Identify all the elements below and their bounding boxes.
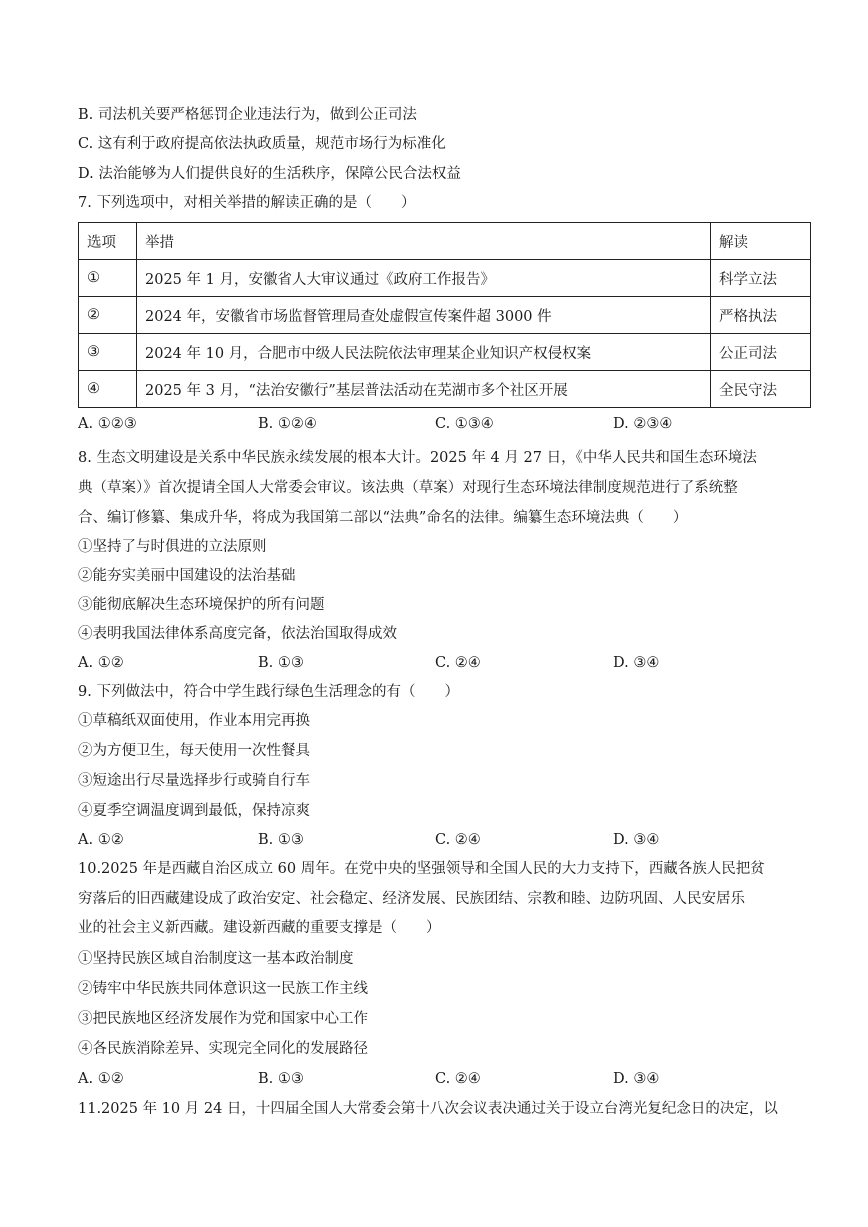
q10-item-2: ②铸牢中华民族共同体意识这一民族工作主线: [78, 981, 368, 997]
table-row: [79, 297, 811, 334]
q7-option-c: C. ①③④: [435, 416, 494, 432]
q10-options: [78, 1068, 778, 1090]
q10-stem-line-2: 穷落后的旧西藏建设成了政治安定、社会稳定、经济发展、民族团结、宗教和睦、边防巩固、人民安居乐: [78, 891, 745, 907]
q9-options: [78, 829, 778, 851]
table-row: [79, 260, 811, 297]
q9-option-a: A. ①②: [78, 832, 124, 848]
table-cell-measure: 2024 年 10 月，合肥市中级人民法院依法审理某企业知识产权侵权案: [137, 334, 711, 371]
q8-item-2: ②能夯实美丽中国建设的法治基础: [78, 568, 296, 584]
table-cell-number: ③: [79, 334, 137, 371]
q6-option-d: D. 法治能够为人们提供良好的生活秩序，保障公民合法权益: [78, 166, 461, 182]
q8-options: [78, 652, 778, 674]
q9-option-d: D. ③④: [613, 832, 660, 848]
q7-options: [78, 413, 778, 435]
q9-stem: 9. 下列做法中，符合中学生践行绿色生活理念的有（ ）: [78, 684, 459, 700]
q7-header-option: 选项: [79, 223, 137, 260]
q10-option-c: C. ②④: [435, 1071, 481, 1087]
table-row: [79, 334, 811, 371]
q7-header-measure: 举措: [137, 223, 711, 260]
table-cell-interpretation: 全民守法: [711, 371, 811, 408]
q10-item-4: ④各民族消除差异、实现完全同化的发展路径: [78, 1041, 368, 1057]
q9-item-4: ④夏季空调温度调到最低，保持凉爽: [78, 803, 310, 819]
q9-option-b: B. ①③: [258, 832, 304, 848]
q7-table: [78, 222, 811, 408]
table-cell-measure: 2024 年，安徽省市场监督管理局查处虚假宣传案件超 3000 件: [137, 297, 711, 334]
q8-stem-line-1: 8. 生态文明建设是关系中华民族永续发展的根本大计。2025 年 4 月 27 日，《中华人民共和国生态环境法: [78, 450, 757, 466]
table-cell-number: ④: [79, 371, 137, 408]
q9-item-3: ③短途出行尽量选择步行或骑自行车: [78, 773, 310, 789]
q6-option-b: B. 司法机关要严格惩罚企业违法行为，做到公正司法: [78, 107, 417, 123]
q10-option-b: B. ①③: [258, 1071, 304, 1087]
q7-option-b: B. ①②④: [258, 416, 317, 432]
q7-option-a: A. ①②③: [78, 416, 137, 432]
q10-option-d: D. ③④: [613, 1071, 660, 1087]
q10-item-1: ①坚持民族区域自治制度这一基本政治制度: [78, 951, 354, 967]
q8-option-a: A. ①②: [78, 655, 124, 671]
q8-item-4: ④表明我国法律体系高度完备，依法治国取得成效: [78, 626, 397, 642]
table-cell-measure: 2025 年 1 月，安徽省人大审议通过《政府工作报告》: [137, 260, 711, 297]
table-cell-interpretation: 严格执法: [711, 297, 811, 334]
q10-option-a: A. ①②: [78, 1071, 124, 1087]
table-row: [79, 371, 811, 408]
q11-stem-line-1: 11.2025 年 10 月 24 日，十四届全国人大常委会第十八次会议表决通过关于设立台湾光复纪念日的决定，以: [78, 1101, 778, 1117]
q10-stem-line-1: 10.2025 年是西藏自治区成立 60 周年。在党中央的坚强领导和全国人民的大力支持下，西藏各族人民把贫: [78, 861, 765, 877]
q6-option-c: C. 这有利于政府提高依法执政质量，规范市场行为标准化: [78, 136, 446, 152]
q8-option-d: D. ③④: [613, 655, 660, 671]
table-cell-interpretation: 科学立法: [711, 260, 811, 297]
q9-option-c: C. ②④: [435, 832, 481, 848]
q7-option-d: D. ②③④: [613, 416, 673, 432]
q8-option-c: C. ②④: [435, 655, 481, 671]
q9-item-1: ①草稿纸双面使用，作业本用完再换: [78, 713, 310, 729]
q8-stem-line-2: 典（草案）》首次提请全国人大常委会审议。该法典（草案）对现行生态环境法律制度规范进行了系统整: [78, 480, 738, 496]
q7-header-interpretation: 解读: [711, 223, 811, 260]
q10-stem-line-3: 业的社会主义新西藏。建设新西藏的重要支撑是（ ）: [78, 920, 441, 936]
table-cell-number: ②: [79, 297, 137, 334]
q10-item-3: ③把民族地区经济发展作为党和国家中心工作: [78, 1011, 368, 1027]
table-cell-interpretation: 公正司法: [711, 334, 811, 371]
table-cell-measure: 2025 年 3 月，“法治安徽行”基层普法活动在芜湖市多个社区开展: [137, 371, 711, 408]
q8-option-b: B. ①③: [258, 655, 304, 671]
table-cell-number: ①: [79, 260, 137, 297]
q8-stem-line-3: 合、编订修纂、集成升华，将成为我国第二部以“法典”命名的法律。编纂生态环境法典（ ）: [78, 510, 688, 526]
q7-stem: 7. 下列选项中，对相关举措的解读正确的是（ ）: [78, 195, 416, 211]
q9-item-2: ②为方便卫生，每天使用一次性餐具: [78, 743, 310, 759]
q8-item-1: ①坚持了与时俱进的立法原则: [78, 539, 267, 555]
q8-item-3: ③能彻底解决生态环境保护的所有问题: [78, 597, 325, 613]
q7-table-header-row: [79, 223, 811, 260]
